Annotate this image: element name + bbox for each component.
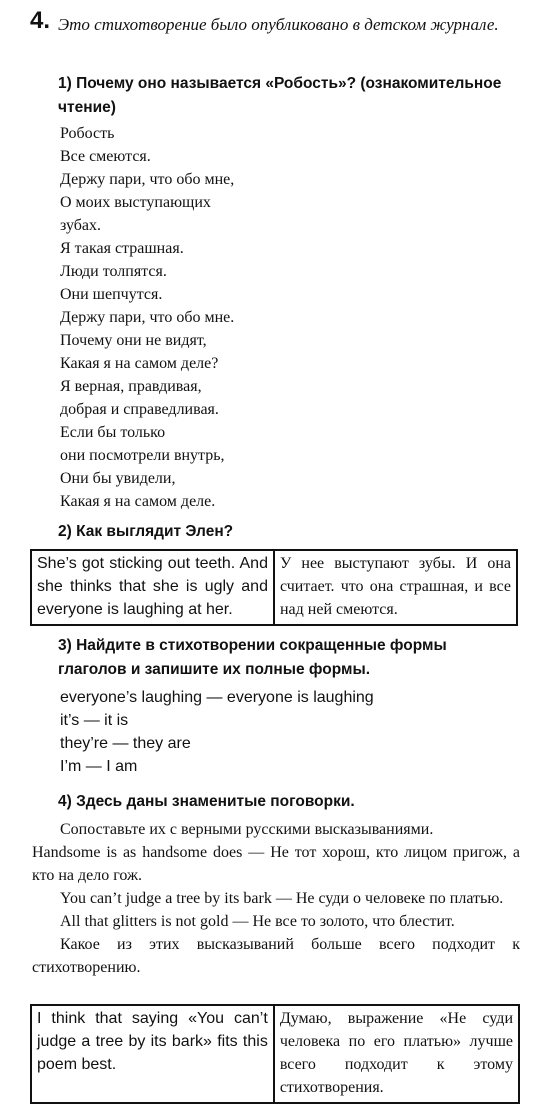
- poem-line: Люди толпятся.: [60, 263, 167, 280]
- answer-4-russian: Думаю, выражение «Не суди человека по его платью» лучше всего подходит к этому стихотворения.: [274, 1005, 519, 1103]
- question-3-heading: 3) Найдите в стихотворении сокращенные формы глаголов и запишите их полные формы.: [58, 637, 447, 678]
- poem-line: Держу пари, что обо мне,: [60, 171, 235, 188]
- contraction-item: I’m — I am: [60, 758, 138, 775]
- poem-line: Они шепчутся.: [60, 286, 163, 303]
- poem-line: Все смеются.: [60, 148, 151, 165]
- saying-1: Handsome is as handsome does — Не тот хорош, кто лицом пригож, а кто на дело гож.: [32, 844, 520, 884]
- contraction-item: everyone’s laughing — everyone is laughing: [60, 689, 374, 706]
- question-4-heading: 4) Здесь даны знаменитые поговорки.: [58, 793, 355, 810]
- poem-line: О моих выступающих: [60, 194, 211, 211]
- saying-3: All that glitters is not gold — Не все то золото, что блестит.: [60, 913, 455, 930]
- poem-line: Какая я на самом деле.: [60, 493, 216, 510]
- answer-2-russian: У нее выступают зубы. И она считает. что она страшная, и все над ней смеются.: [274, 550, 517, 625]
- contraction-item: it’s — it is: [60, 712, 129, 729]
- question-1-heading: 1) Почему оно называется «Робость»? (ознакомительное чтение): [58, 75, 502, 116]
- answer-4-english: I think that saying «You can’t judge a tree by its bark» fits this poem best.: [31, 1005, 274, 1103]
- poem-line: Почему они не видят,: [60, 332, 207, 349]
- poem-line: Я верная, правдивая,: [60, 378, 202, 395]
- task-header: [30, 8, 530, 37]
- saying-2: You can’t judge a tree by its bark — Не суди о человеке по платью.: [60, 890, 504, 907]
- question-2-heading: 2) Как выглядит Элен?: [58, 523, 234, 540]
- task-number: 4.: [30, 7, 51, 34]
- poem-line: зубах.: [60, 217, 102, 234]
- poem-line: Какая я на самом деле?: [60, 355, 219, 372]
- answer-2-table: [30, 549, 518, 626]
- poem-line: Держу пари, что обо мне.: [60, 309, 235, 326]
- poem-line: Они бы увидели,: [60, 470, 176, 487]
- contraction-list: [60, 686, 500, 778]
- poem-line: Я такая страшная.: [60, 240, 184, 257]
- question-4-question: Какое из этих высказываний больше всего подходит к стихотворению.: [32, 936, 520, 976]
- answer-2-english: She’s got sticking out teeth. And she thinks that she is ugly and everyone is laughing at her.: [31, 550, 274, 625]
- question-4-instruction: Сопоставьте их с верными русскими высказываниями.: [60, 821, 434, 838]
- poem-line: Если бы только: [60, 424, 166, 441]
- poem-line: они посмотрели внутрь,: [60, 447, 225, 464]
- poem-line: добрая и справедливая.: [60, 401, 219, 418]
- task-instruction: Это стихотворение было опубликовано в детском журнале.: [58, 15, 499, 34]
- poem-title: Робость: [60, 125, 115, 142]
- poem: [60, 122, 460, 513]
- sayings-block: [32, 818, 520, 979]
- answer-4-table: [30, 1004, 520, 1104]
- contraction-item: they’re — they are: [60, 735, 191, 752]
